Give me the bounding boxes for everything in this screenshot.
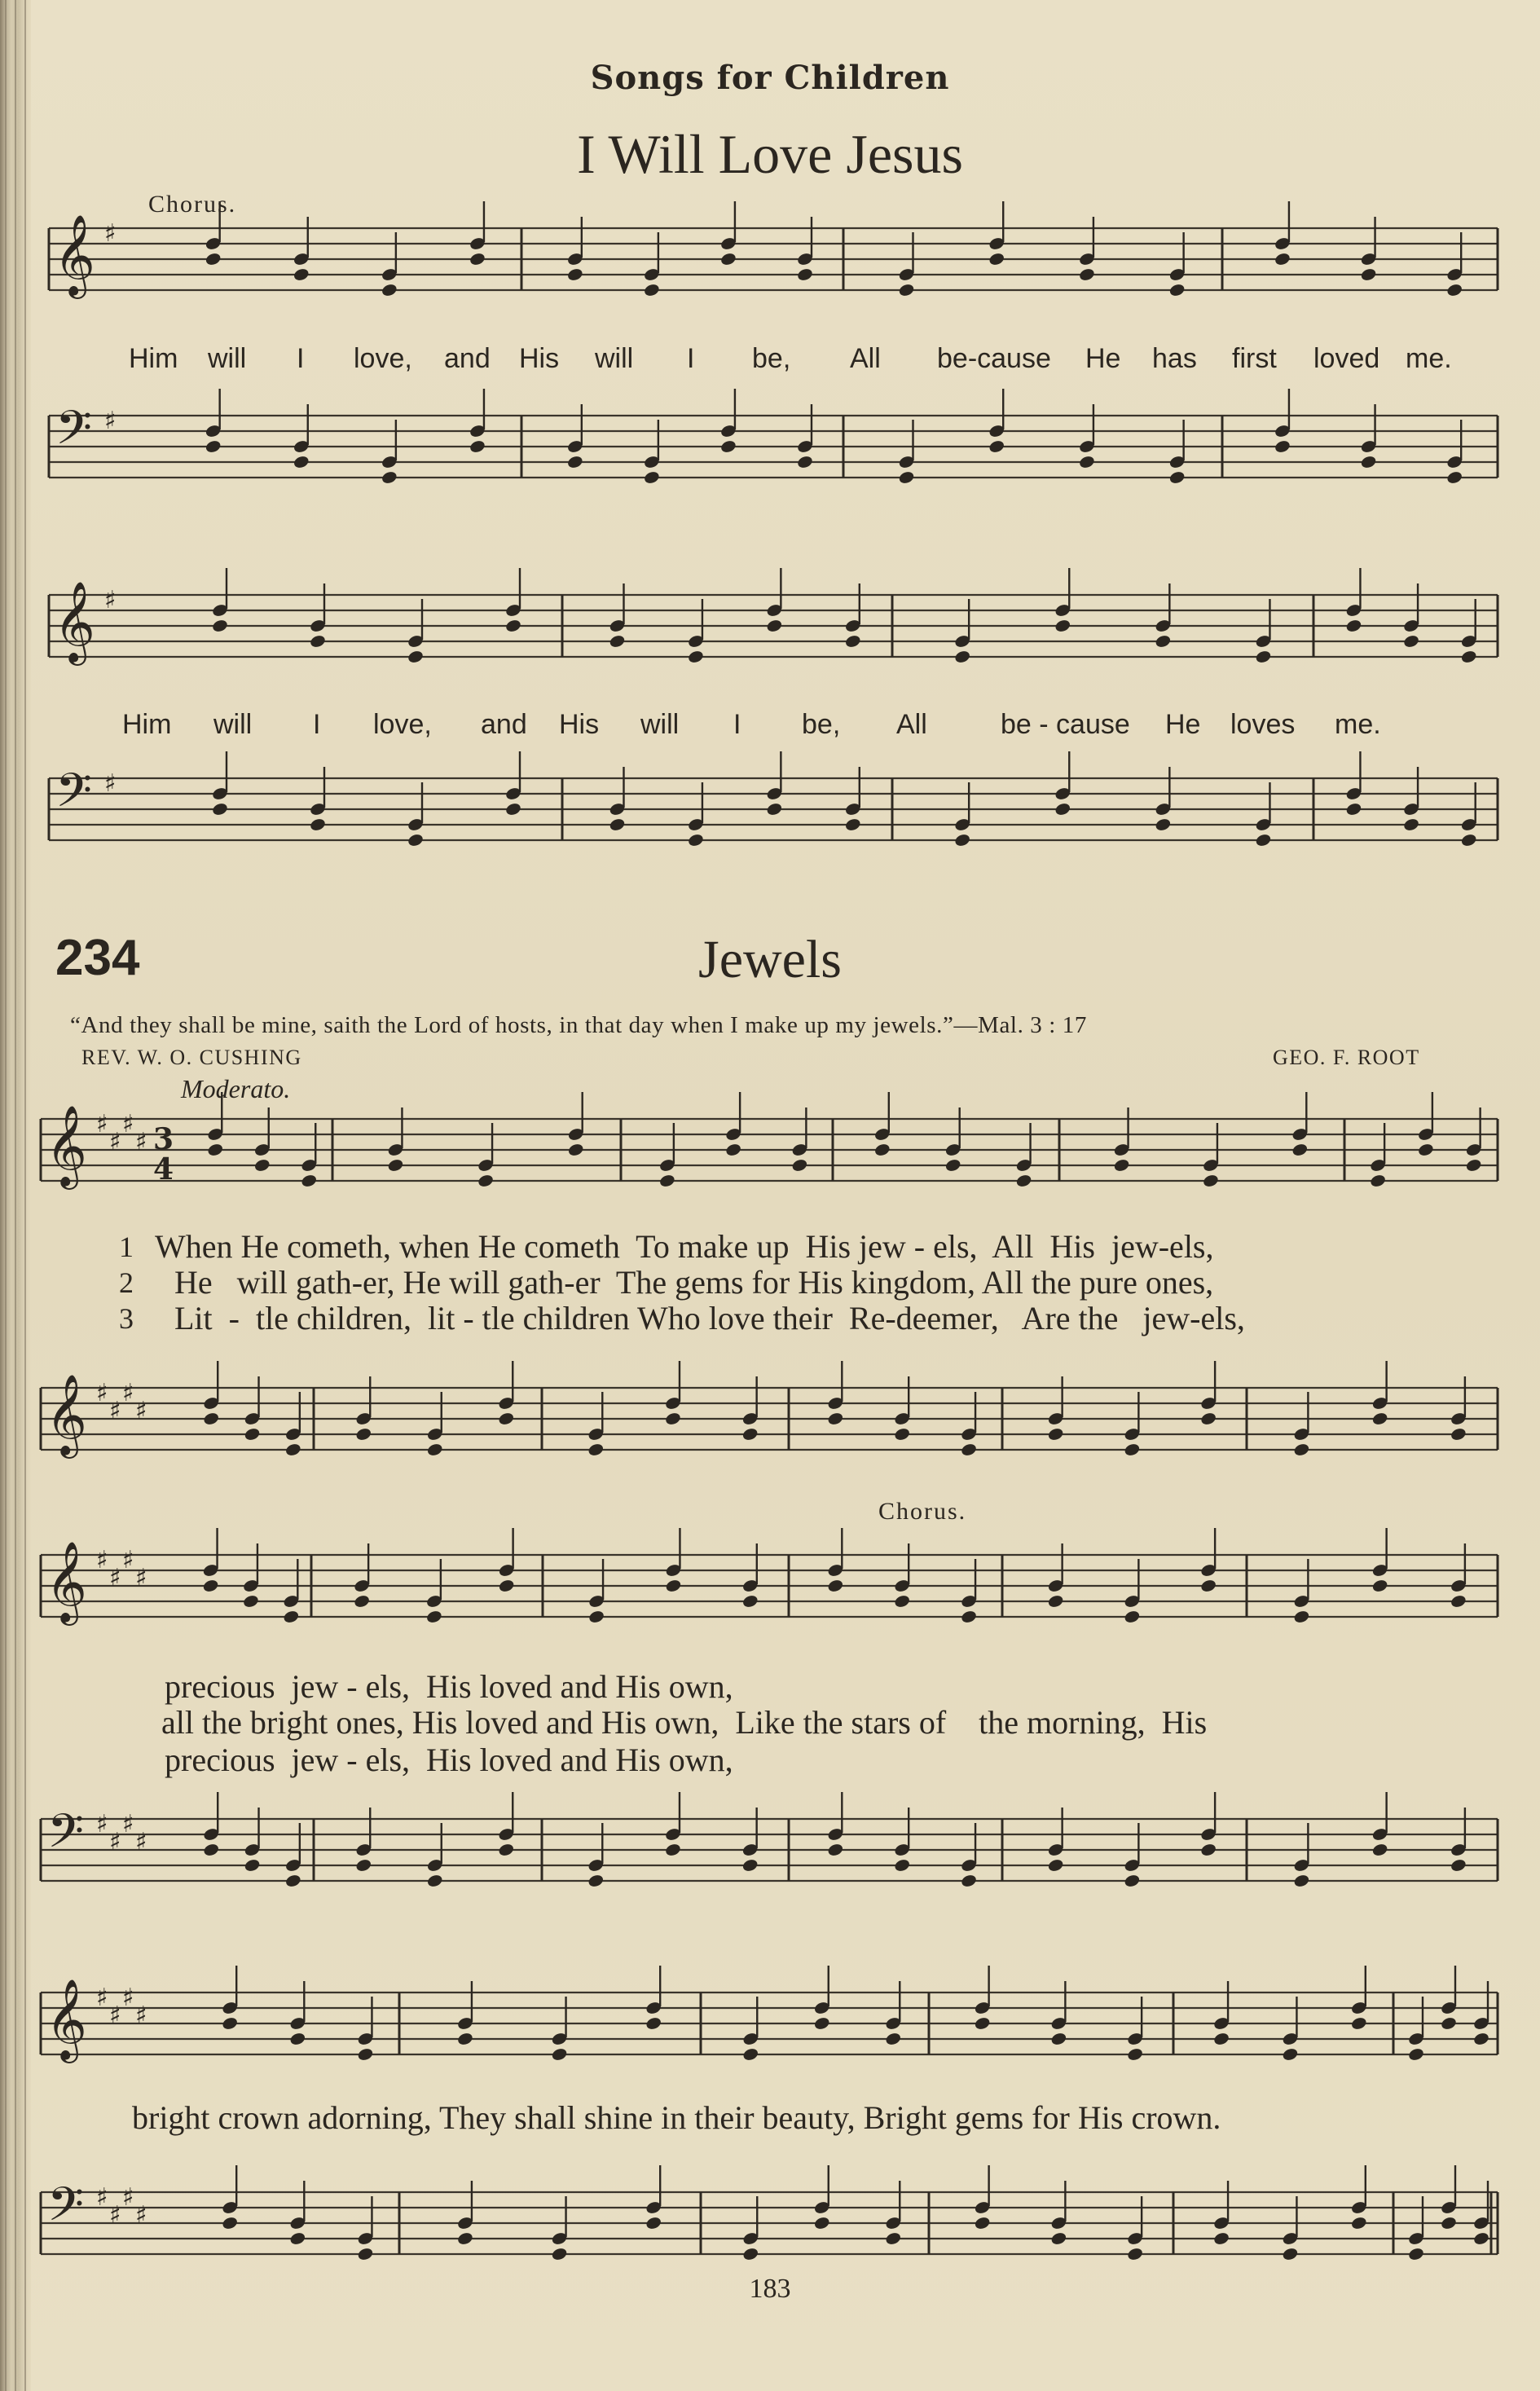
lyric-word: I — [687, 343, 695, 374]
hymn-number: 234 — [55, 930, 140, 986]
notehead — [1255, 649, 1273, 665]
bass-clef-icon: 𝄢 — [47, 2177, 85, 2243]
notehead — [988, 252, 1005, 267]
notehead — [813, 2216, 831, 2231]
notehead — [566, 267, 584, 283]
notehead — [1465, 1158, 1483, 1173]
notehead — [645, 2016, 662, 2032]
notehead — [1402, 817, 1420, 833]
notehead — [425, 1609, 443, 1625]
notehead — [1155, 817, 1173, 833]
lyric-word: love, — [373, 709, 432, 740]
notehead — [211, 802, 229, 817]
sharp-icon: ♯ — [104, 219, 117, 248]
notehead — [284, 1442, 302, 1458]
notehead — [283, 1609, 301, 1625]
notehead — [309, 634, 327, 649]
sharp-icon: ♯ — [109, 1564, 121, 1592]
notehead — [469, 439, 486, 455]
notehead — [381, 283, 398, 298]
notehead — [381, 470, 398, 486]
sharp-icon: ♯ — [109, 1128, 121, 1156]
notehead — [1054, 619, 1071, 634]
notehead — [426, 1442, 444, 1458]
notehead — [953, 649, 971, 665]
notehead — [1015, 1173, 1033, 1189]
notehead — [551, 2047, 569, 2063]
lyric-word: loves — [1230, 709, 1296, 740]
notehead — [1345, 619, 1363, 634]
notehead — [284, 1874, 302, 1889]
notehead — [407, 833, 425, 848]
bass-clef-icon: 𝄢 — [55, 400, 93, 467]
notehead — [567, 1143, 585, 1158]
treble-clef-icon: 𝄞 — [54, 581, 95, 663]
bass-clef-icon: 𝄢 — [55, 763, 93, 830]
sharp-icon: ♯ — [96, 2183, 108, 2212]
notehead — [719, 439, 737, 455]
lyric-word: I — [733, 709, 741, 740]
notehead — [293, 455, 310, 470]
lyric-word: will — [208, 343, 247, 374]
notehead — [643, 470, 661, 486]
notehead — [1078, 455, 1096, 470]
time-signature-denominator: 4 — [153, 1152, 174, 1187]
notehead — [357, 2247, 375, 2262]
notehead — [898, 470, 916, 486]
notehead — [873, 1143, 891, 1158]
notehead — [566, 455, 584, 470]
sharp-icon: ♯ — [122, 2183, 134, 2212]
notehead — [205, 252, 222, 267]
notehead — [202, 1411, 220, 1427]
lyric-word: loved — [1313, 343, 1380, 374]
notehead — [609, 817, 627, 833]
notehead — [645, 2216, 662, 2231]
sharp-icon: ♯ — [109, 1397, 121, 1425]
notehead — [1407, 2247, 1425, 2262]
lyric-word: Him — [129, 343, 178, 374]
hymn-title-jewels: Jewels — [698, 930, 842, 989]
lyric-word: His — [519, 343, 560, 374]
notehead — [844, 817, 862, 833]
notehead — [827, 1411, 845, 1427]
lyric-word: His — [559, 709, 600, 740]
lyric-word: be - cause — [1001, 709, 1130, 740]
notehead — [1293, 1609, 1311, 1625]
notehead — [1472, 2231, 1490, 2247]
sharp-icon: ♯ — [96, 1984, 108, 2012]
notehead — [1047, 1594, 1065, 1609]
notehead — [1274, 252, 1291, 267]
notehead — [1047, 1858, 1065, 1874]
notehead — [1199, 1411, 1217, 1427]
sharp-icon: ♯ — [122, 1379, 134, 1407]
lyric-word: love, — [354, 343, 412, 374]
notehead — [587, 1609, 605, 1625]
verse-line: When He cometh, when He cometh To make up His jew - els, All His jew-els, — [155, 1228, 1214, 1265]
lyric-word: I — [297, 343, 305, 374]
lyric-word: first — [1232, 343, 1277, 374]
notehead — [587, 1874, 605, 1889]
notehead — [1450, 1594, 1467, 1609]
sharp-icon: ♯ — [104, 407, 117, 435]
treble-clef-icon: 𝄞 — [46, 1105, 87, 1187]
notehead — [827, 1579, 845, 1594]
lyric-word: be, — [752, 343, 791, 374]
verse-line: He will gath-er, He will gath-er The gems for His kingdom, All the pure ones, — [174, 1264, 1214, 1301]
notehead — [1350, 2216, 1368, 2231]
notehead — [1402, 634, 1420, 649]
lyric-word: be, — [802, 709, 841, 740]
time-signature-numerator: 3 — [153, 1122, 174, 1156]
notehead — [796, 455, 814, 470]
notehead — [1445, 470, 1463, 486]
notehead — [1360, 455, 1378, 470]
notehead — [960, 1442, 978, 1458]
notehead — [1293, 1874, 1311, 1889]
notehead — [469, 252, 486, 267]
notehead — [898, 283, 916, 298]
notehead — [884, 2032, 902, 2047]
lyric-word: All — [850, 343, 881, 374]
chorus-label: Chorus. — [148, 191, 237, 218]
notehead — [1050, 2032, 1068, 2047]
sharp-icon: ♯ — [122, 1546, 134, 1574]
verse-number: 3 — [119, 1302, 134, 1335]
notehead — [844, 634, 862, 649]
notehead — [960, 1609, 978, 1625]
lyric-word: will — [213, 709, 253, 740]
sharp-icon: ♯ — [135, 1828, 147, 1856]
treble-clef-icon: 𝄞 — [46, 1979, 87, 2060]
notehead — [205, 439, 222, 455]
notehead — [1345, 802, 1363, 817]
notehead — [1293, 1442, 1311, 1458]
notehead — [884, 2231, 902, 2247]
notehead — [497, 1411, 515, 1427]
sharp-icon: ♯ — [122, 1110, 134, 1138]
notehead — [974, 2216, 992, 2231]
sharp-icon: ♯ — [104, 769, 117, 798]
notehead — [719, 252, 737, 267]
notehead — [498, 1579, 516, 1594]
author-credit: REV. W. O. CUSHING — [81, 1046, 302, 1069]
notehead — [974, 2016, 992, 2032]
lyric-word: and — [481, 709, 527, 740]
notehead — [1199, 1843, 1217, 1858]
notehead — [766, 802, 784, 817]
notehead — [741, 1594, 759, 1609]
notehead — [1078, 267, 1096, 283]
notehead — [293, 267, 310, 283]
notehead — [206, 1143, 224, 1158]
sharp-icon: ♯ — [96, 1379, 108, 1407]
lyric-word: me. — [1335, 709, 1381, 740]
notehead — [893, 1594, 911, 1609]
notehead — [1371, 1579, 1389, 1594]
notehead — [724, 1143, 742, 1158]
notehead — [953, 833, 971, 848]
notehead — [309, 817, 327, 833]
sharp-icon: ♯ — [96, 1110, 108, 1138]
notehead — [796, 267, 814, 283]
notehead — [960, 1874, 978, 1889]
notehead — [1124, 1874, 1142, 1889]
lyric-word: He — [1085, 343, 1121, 374]
chorus-lyric-line: precious jew - els, His loved and His own, — [165, 1742, 733, 1778]
notehead — [353, 1594, 371, 1609]
notehead — [893, 1858, 911, 1874]
notehead — [244, 1427, 262, 1442]
notehead — [1212, 2231, 1230, 2247]
notehead — [687, 833, 705, 848]
chorus-lyric-line: all the bright ones, His loved and His own, Like the stars of the morning, His — [161, 1704, 1208, 1741]
sharp-icon: ♯ — [109, 2201, 121, 2230]
notehead — [357, 2047, 375, 2063]
sharp-icon: ♯ — [109, 2001, 121, 2030]
notehead — [1282, 2047, 1300, 2063]
composer-credit: GEO. F. ROOT — [1273, 1046, 1420, 1069]
notehead — [1369, 1173, 1387, 1189]
notehead — [687, 649, 705, 665]
notehead — [1282, 2247, 1300, 2262]
chorus-label: Chorus. — [878, 1498, 967, 1525]
notehead — [1460, 833, 1478, 848]
notehead — [354, 1858, 372, 1874]
notehead — [791, 1158, 809, 1173]
notehead — [1168, 283, 1186, 298]
notehead — [1255, 833, 1273, 848]
notehead — [211, 619, 229, 634]
bass-clef-icon: 𝄢 — [47, 1803, 85, 1870]
notehead — [609, 634, 627, 649]
notehead — [1472, 2032, 1490, 2047]
notehead — [1274, 439, 1291, 455]
notehead — [893, 1427, 911, 1442]
notehead — [244, 1858, 262, 1874]
notehead — [741, 2047, 759, 2063]
notehead — [1407, 2047, 1425, 2063]
notehead — [1450, 1427, 1467, 1442]
notehead — [289, 2231, 307, 2247]
notehead — [1212, 2032, 1230, 2047]
notehead — [766, 619, 784, 634]
notehead — [1371, 1843, 1389, 1858]
notehead — [551, 2247, 569, 2262]
lyric-word: and — [444, 343, 491, 374]
verse-number: 2 — [119, 1266, 134, 1299]
notehead — [202, 1843, 220, 1858]
notehead — [1113, 1158, 1131, 1173]
notehead — [658, 1173, 676, 1189]
notehead — [221, 2016, 239, 2032]
chorus-lyric-line: bright crown adorning, They shall shine in their beauty, Bright gems for His crown. — [132, 2099, 1221, 2136]
lyric-word: will — [595, 343, 634, 374]
sharp-icon: ♯ — [109, 1828, 121, 1856]
sharp-icon: ♯ — [135, 1564, 147, 1592]
notehead — [664, 1843, 682, 1858]
lyric-word: be-cause — [937, 343, 1051, 374]
notehead — [1360, 267, 1378, 283]
notehead — [1440, 2216, 1458, 2231]
notehead — [504, 619, 522, 634]
notehead — [253, 1158, 271, 1173]
lyric-word: has — [1152, 343, 1197, 374]
notehead — [1054, 802, 1071, 817]
verse-line: Lit - tle children, lit - tle children Who love their Re-deemer, Are the jew-els, — [174, 1300, 1245, 1336]
notehead — [300, 1173, 318, 1189]
sharp-icon: ♯ — [122, 1810, 134, 1838]
treble-clef-icon: 𝄞 — [46, 1374, 87, 1455]
notehead — [813, 2016, 831, 2032]
notehead — [407, 649, 425, 665]
sharp-icon: ♯ — [135, 1397, 147, 1425]
notehead — [827, 1843, 845, 1858]
sharp-icon: ♯ — [135, 2201, 147, 2230]
sharp-icon: ♯ — [122, 1984, 134, 2012]
lyric-word: I — [313, 709, 321, 740]
notehead — [1126, 2247, 1144, 2262]
notehead — [289, 2032, 307, 2047]
notehead — [1202, 1173, 1220, 1189]
notehead — [1291, 1143, 1309, 1158]
notehead — [587, 1442, 605, 1458]
notehead — [1124, 1442, 1142, 1458]
notehead — [387, 1158, 405, 1173]
tempo-marking: Moderato. — [181, 1074, 291, 1103]
notehead — [1199, 1579, 1217, 1594]
notehead — [1350, 2016, 1368, 2032]
lyric-word: He — [1165, 709, 1201, 740]
verse-number: 1 — [119, 1231, 134, 1263]
notehead — [1450, 1858, 1467, 1874]
notehead — [242, 1594, 260, 1609]
notehead — [741, 2247, 759, 2262]
notehead — [1155, 634, 1173, 649]
notehead — [1371, 1411, 1389, 1427]
notehead — [1440, 2016, 1458, 2032]
section-header: Songs for Children — [590, 59, 950, 97]
lyric-word: Him — [122, 709, 172, 740]
lyric-word: me. — [1406, 343, 1452, 374]
treble-clef-icon: 𝄞 — [54, 214, 95, 296]
notehead — [477, 1173, 495, 1189]
sharp-icon: ♯ — [96, 1546, 108, 1574]
notehead — [1124, 1609, 1142, 1625]
sharp-icon: ♯ — [135, 1128, 147, 1156]
notehead — [1050, 2231, 1068, 2247]
notehead — [221, 2216, 239, 2231]
notehead — [664, 1411, 682, 1427]
notehead — [741, 1427, 759, 1442]
notehead — [456, 2231, 474, 2247]
notehead — [1047, 1427, 1065, 1442]
notehead — [1126, 2047, 1144, 2063]
notehead — [1460, 649, 1478, 665]
notehead — [456, 2032, 474, 2047]
treble-clef-icon: 𝄞 — [46, 1541, 87, 1623]
notehead — [497, 1843, 515, 1858]
lyric-word: will — [640, 709, 680, 740]
notehead — [988, 439, 1005, 455]
sharp-icon: ♯ — [135, 2001, 147, 2030]
page-number: 183 — [749, 2274, 791, 2304]
hymn-title-i-will-love-jesus: I Will Love Jesus — [577, 123, 963, 185]
notehead — [504, 802, 522, 817]
notehead — [1417, 1143, 1435, 1158]
sharp-icon: ♯ — [96, 1810, 108, 1838]
notehead — [741, 1858, 759, 1874]
notehead — [426, 1874, 444, 1889]
notehead — [944, 1158, 962, 1173]
notehead — [665, 1579, 683, 1594]
notehead — [354, 1427, 372, 1442]
sharp-icon: ♯ — [104, 586, 117, 614]
notehead — [202, 1579, 220, 1594]
notehead — [1445, 283, 1463, 298]
notehead — [1168, 470, 1186, 486]
notehead — [643, 283, 661, 298]
chorus-lyric-line: precious jew - els, His loved and His own, — [165, 1668, 733, 1705]
lyric-word: All — [896, 709, 927, 740]
scripture-quote: “And they shall be mine, saith the Lord of hosts, in that day when I make up my jewels.”—Mal. 3 : 17 — [70, 1012, 1087, 1038]
